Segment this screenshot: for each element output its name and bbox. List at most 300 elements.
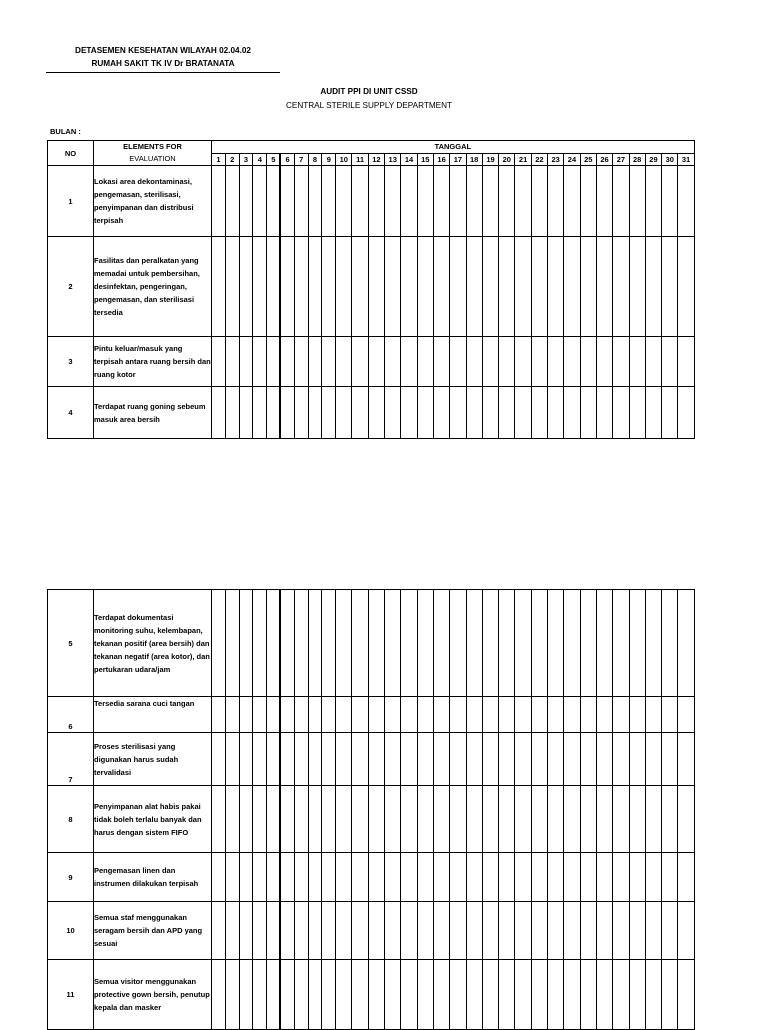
day-check-cell[interactable] [548,237,564,337]
day-check-cell[interactable] [239,902,253,960]
day-check-cell[interactable] [239,387,253,439]
day-check-cell[interactable] [678,786,694,853]
day-check-cell[interactable] [433,166,449,237]
day-check-cell[interactable] [678,387,694,439]
day-check-cell[interactable] [267,733,281,786]
day-check-cell[interactable] [466,697,482,733]
day-check-cell[interactable] [267,902,281,960]
day-check-cell[interactable] [239,590,253,697]
day-check-cell[interactable] [212,960,226,1030]
day-check-cell[interactable] [401,902,417,960]
day-check-cell[interactable] [322,960,336,1030]
day-check-cell[interactable] [466,590,482,697]
day-check-cell[interactable] [294,387,308,439]
day-check-cell[interactable] [433,337,449,387]
day-check-cell[interactable] [613,337,629,387]
day-check-cell[interactable] [678,960,694,1030]
day-check-cell[interactable] [368,697,384,733]
day-check-cell[interactable] [645,237,661,337]
day-check-cell[interactable] [499,786,515,853]
day-check-cell[interactable] [368,786,384,853]
day-check-cell[interactable] [548,960,564,1030]
day-check-cell[interactable] [450,166,466,237]
day-check-cell[interactable] [417,853,433,902]
day-check-cell[interactable] [308,337,322,387]
day-check-cell[interactable] [596,337,612,387]
day-check-cell[interactable] [662,237,678,337]
day-check-cell[interactable] [368,733,384,786]
day-check-cell[interactable] [401,237,417,337]
day-check-cell[interactable] [417,697,433,733]
day-check-cell[interactable] [499,387,515,439]
day-check-cell[interactable] [662,960,678,1030]
day-check-cell[interactable] [548,733,564,786]
day-check-cell[interactable] [433,853,449,902]
day-check-cell[interactable] [417,590,433,697]
day-check-cell[interactable] [613,697,629,733]
day-check-cell[interactable] [352,902,368,960]
day-check-cell[interactable] [548,786,564,853]
day-check-cell[interactable] [267,237,281,337]
day-check-cell[interactable] [368,853,384,902]
day-check-cell[interactable] [294,166,308,237]
day-check-cell[interactable] [225,786,239,853]
day-check-cell[interactable] [385,237,401,337]
day-check-cell[interactable] [385,337,401,387]
day-check-cell[interactable] [225,337,239,387]
day-check-cell[interactable] [466,733,482,786]
day-check-cell[interactable] [548,902,564,960]
day-check-cell[interactable] [645,166,661,237]
day-check-cell[interactable] [322,902,336,960]
day-check-cell[interactable] [466,166,482,237]
day-check-cell[interactable] [515,387,531,439]
day-check-cell[interactable] [678,853,694,902]
day-check-cell[interactable] [352,387,368,439]
day-check-cell[interactable] [450,960,466,1030]
day-check-cell[interactable] [596,733,612,786]
day-check-cell[interactable] [662,697,678,733]
day-check-cell[interactable] [564,960,580,1030]
day-check-cell[interactable] [294,960,308,1030]
day-check-cell[interactable] [322,697,336,733]
day-check-cell[interactable] [596,590,612,697]
day-check-cell[interactable] [564,387,580,439]
day-check-cell[interactable] [433,902,449,960]
day-check-cell[interactable] [645,387,661,439]
day-check-cell[interactable] [308,237,322,337]
day-check-cell[interactable] [629,733,645,786]
day-check-cell[interactable] [466,387,482,439]
day-check-cell[interactable] [433,960,449,1030]
day-check-cell[interactable] [401,387,417,439]
day-check-cell[interactable] [308,387,322,439]
day-check-cell[interactable] [267,960,281,1030]
day-check-cell[interactable] [531,590,547,697]
day-check-cell[interactable] [678,733,694,786]
day-check-cell[interactable] [322,337,336,387]
day-check-cell[interactable] [401,166,417,237]
day-check-cell[interactable] [417,786,433,853]
day-check-cell[interactable] [280,590,294,697]
day-check-cell[interactable] [336,590,352,697]
day-check-cell[interactable] [385,590,401,697]
day-check-cell[interactable] [515,337,531,387]
day-check-cell[interactable] [515,697,531,733]
day-check-cell[interactable] [564,697,580,733]
day-check-cell[interactable] [613,590,629,697]
day-check-cell[interactable] [531,733,547,786]
day-check-cell[interactable] [385,902,401,960]
day-check-cell[interactable] [308,786,322,853]
day-check-cell[interactable] [515,853,531,902]
day-check-cell[interactable] [225,697,239,733]
day-check-cell[interactable] [253,902,267,960]
day-check-cell[interactable] [239,960,253,1030]
day-check-cell[interactable] [225,166,239,237]
day-check-cell[interactable] [662,590,678,697]
day-check-cell[interactable] [336,166,352,237]
day-check-cell[interactable] [564,733,580,786]
day-check-cell[interactable] [368,237,384,337]
day-check-cell[interactable] [308,733,322,786]
day-check-cell[interactable] [482,337,498,387]
day-check-cell[interactable] [253,733,267,786]
day-check-cell[interactable] [336,237,352,337]
day-check-cell[interactable] [531,853,547,902]
day-check-cell[interactable] [645,960,661,1030]
day-check-cell[interactable] [450,337,466,387]
day-check-cell[interactable] [580,237,596,337]
day-check-cell[interactable] [401,733,417,786]
day-check-cell[interactable] [401,786,417,853]
day-check-cell[interactable] [239,733,253,786]
day-check-cell[interactable] [678,697,694,733]
day-check-cell[interactable] [531,786,547,853]
day-check-cell[interactable] [308,697,322,733]
day-check-cell[interactable] [385,853,401,902]
day-check-cell[interactable] [336,733,352,786]
day-check-cell[interactable] [515,166,531,237]
day-check-cell[interactable] [417,733,433,786]
day-check-cell[interactable] [645,337,661,387]
day-check-cell[interactable] [613,733,629,786]
day-check-cell[interactable] [212,337,226,387]
day-check-cell[interactable] [629,166,645,237]
day-check-cell[interactable] [267,786,281,853]
day-check-cell[interactable] [499,237,515,337]
day-check-cell[interactable] [368,590,384,697]
day-check-cell[interactable] [294,786,308,853]
day-check-cell[interactable] [267,853,281,902]
day-check-cell[interactable] [280,237,294,337]
day-check-cell[interactable] [629,237,645,337]
day-check-cell[interactable] [385,697,401,733]
day-check-cell[interactable] [482,237,498,337]
day-check-cell[interactable] [322,733,336,786]
day-check-cell[interactable] [433,733,449,786]
day-check-cell[interactable] [450,733,466,786]
day-check-cell[interactable] [417,387,433,439]
day-check-cell[interactable] [450,853,466,902]
day-check-cell[interactable] [294,902,308,960]
day-check-cell[interactable] [253,853,267,902]
day-check-cell[interactable] [531,337,547,387]
day-check-cell[interactable] [662,166,678,237]
day-check-cell[interactable] [280,166,294,237]
day-check-cell[interactable] [267,387,281,439]
day-check-cell[interactable] [294,337,308,387]
day-check-cell[interactable] [308,590,322,697]
day-check-cell[interactable] [645,697,661,733]
day-check-cell[interactable] [450,786,466,853]
day-check-cell[interactable] [499,960,515,1030]
day-check-cell[interactable] [385,387,401,439]
day-check-cell[interactable] [499,902,515,960]
day-check-cell[interactable] [308,902,322,960]
day-check-cell[interactable] [629,590,645,697]
day-check-cell[interactable] [499,590,515,697]
day-check-cell[interactable] [515,733,531,786]
day-check-cell[interactable] [596,166,612,237]
day-check-cell[interactable] [482,786,498,853]
day-check-cell[interactable] [596,960,612,1030]
day-check-cell[interactable] [482,960,498,1030]
day-check-cell[interactable] [294,733,308,786]
day-check-cell[interactable] [564,786,580,853]
day-check-cell[interactable] [482,166,498,237]
day-check-cell[interactable] [499,853,515,902]
day-check-cell[interactable] [466,853,482,902]
day-check-cell[interactable] [466,337,482,387]
day-check-cell[interactable] [253,960,267,1030]
day-check-cell[interactable] [322,853,336,902]
day-check-cell[interactable] [580,590,596,697]
day-check-cell[interactable] [368,166,384,237]
day-check-cell[interactable] [280,786,294,853]
day-check-cell[interactable] [280,387,294,439]
day-check-cell[interactable] [280,960,294,1030]
day-check-cell[interactable] [253,237,267,337]
day-check-cell[interactable] [308,853,322,902]
day-check-cell[interactable] [564,902,580,960]
day-check-cell[interactable] [212,237,226,337]
day-check-cell[interactable] [322,786,336,853]
day-check-cell[interactable] [580,902,596,960]
day-check-cell[interactable] [580,960,596,1030]
day-check-cell[interactable] [433,590,449,697]
day-check-cell[interactable] [225,733,239,786]
day-check-cell[interactable] [450,590,466,697]
day-check-cell[interactable] [482,853,498,902]
day-check-cell[interactable] [531,237,547,337]
day-check-cell[interactable] [580,853,596,902]
day-check-cell[interactable] [645,590,661,697]
day-check-cell[interactable] [515,237,531,337]
day-check-cell[interactable] [596,902,612,960]
day-check-cell[interactable] [531,697,547,733]
day-check-cell[interactable] [580,337,596,387]
day-check-cell[interactable] [352,237,368,337]
day-check-cell[interactable] [645,853,661,902]
day-check-cell[interactable] [596,786,612,853]
day-check-cell[interactable] [417,237,433,337]
day-check-cell[interactable] [499,166,515,237]
day-check-cell[interactable] [322,590,336,697]
day-check-cell[interactable] [596,697,612,733]
day-check-cell[interactable] [239,166,253,237]
day-check-cell[interactable] [267,337,281,387]
day-check-cell[interactable] [401,337,417,387]
day-check-cell[interactable] [401,960,417,1030]
day-check-cell[interactable] [531,166,547,237]
day-check-cell[interactable] [267,697,281,733]
day-check-cell[interactable] [499,337,515,387]
day-check-cell[interactable] [385,786,401,853]
day-check-cell[interactable] [531,387,547,439]
day-check-cell[interactable] [322,237,336,337]
day-check-cell[interactable] [580,387,596,439]
day-check-cell[interactable] [417,166,433,237]
day-check-cell[interactable] [308,166,322,237]
day-check-cell[interactable] [450,902,466,960]
day-check-cell[interactable] [212,902,226,960]
day-check-cell[interactable] [548,166,564,237]
day-check-cell[interactable] [629,960,645,1030]
day-check-cell[interactable] [267,166,281,237]
day-check-cell[interactable] [515,590,531,697]
day-check-cell[interactable] [515,960,531,1030]
day-check-cell[interactable] [294,697,308,733]
day-check-cell[interactable] [336,853,352,902]
day-check-cell[interactable] [499,697,515,733]
day-check-cell[interactable] [482,902,498,960]
day-check-cell[interactable] [322,166,336,237]
day-check-cell[interactable] [294,853,308,902]
day-check-cell[interactable] [629,786,645,853]
day-check-cell[interactable] [267,590,281,697]
day-check-cell[interactable] [596,387,612,439]
day-check-cell[interactable] [212,590,226,697]
day-check-cell[interactable] [645,786,661,853]
day-check-cell[interactable] [385,960,401,1030]
day-check-cell[interactable] [662,786,678,853]
day-check-cell[interactable] [629,387,645,439]
day-check-cell[interactable] [225,960,239,1030]
day-check-cell[interactable] [294,590,308,697]
day-check-cell[interactable] [417,960,433,1030]
day-check-cell[interactable] [662,733,678,786]
day-check-cell[interactable] [645,733,661,786]
day-check-cell[interactable] [212,697,226,733]
day-check-cell[interactable] [352,166,368,237]
day-check-cell[interactable] [352,697,368,733]
day-check-cell[interactable] [548,697,564,733]
day-check-cell[interactable] [482,387,498,439]
day-check-cell[interactable] [548,337,564,387]
day-check-cell[interactable] [580,697,596,733]
day-check-cell[interactable] [629,697,645,733]
day-check-cell[interactable] [336,960,352,1030]
day-check-cell[interactable] [482,590,498,697]
day-check-cell[interactable] [482,697,498,733]
day-check-cell[interactable] [352,960,368,1030]
day-check-cell[interactable] [253,387,267,439]
day-check-cell[interactable] [417,902,433,960]
day-check-cell[interactable] [280,337,294,387]
day-check-cell[interactable] [225,590,239,697]
day-check-cell[interactable] [548,590,564,697]
day-check-cell[interactable] [417,337,433,387]
day-check-cell[interactable] [225,902,239,960]
day-check-cell[interactable] [433,237,449,337]
day-check-cell[interactable] [401,590,417,697]
day-check-cell[interactable] [499,733,515,786]
day-check-cell[interactable] [678,237,694,337]
day-check-cell[interactable] [613,786,629,853]
day-check-cell[interactable] [368,387,384,439]
day-check-cell[interactable] [385,733,401,786]
day-check-cell[interactable] [294,237,308,337]
day-check-cell[interactable] [678,902,694,960]
day-check-cell[interactable] [385,166,401,237]
day-check-cell[interactable] [239,237,253,337]
day-check-cell[interactable] [466,902,482,960]
day-check-cell[interactable] [239,853,253,902]
day-check-cell[interactable] [225,237,239,337]
day-check-cell[interactable] [645,902,661,960]
day-check-cell[interactable] [450,387,466,439]
day-check-cell[interactable] [212,387,226,439]
day-check-cell[interactable] [515,786,531,853]
day-check-cell[interactable] [352,786,368,853]
day-check-cell[interactable] [322,387,336,439]
day-check-cell[interactable] [531,902,547,960]
day-check-cell[interactable] [225,853,239,902]
day-check-cell[interactable] [678,166,694,237]
day-check-cell[interactable] [629,337,645,387]
day-check-cell[interactable] [433,786,449,853]
day-check-cell[interactable] [352,590,368,697]
day-check-cell[interactable] [239,337,253,387]
day-check-cell[interactable] [336,902,352,960]
day-check-cell[interactable] [596,853,612,902]
day-check-cell[interactable] [280,733,294,786]
day-check-cell[interactable] [613,902,629,960]
day-check-cell[interactable] [308,960,322,1030]
day-check-cell[interactable] [280,697,294,733]
day-check-cell[interactable] [613,853,629,902]
day-check-cell[interactable] [564,590,580,697]
day-check-cell[interactable] [368,960,384,1030]
day-check-cell[interactable] [280,853,294,902]
day-check-cell[interactable] [352,733,368,786]
day-check-cell[interactable] [336,387,352,439]
day-check-cell[interactable] [662,387,678,439]
day-check-cell[interactable] [466,237,482,337]
day-check-cell[interactable] [580,733,596,786]
day-check-cell[interactable] [613,237,629,337]
day-check-cell[interactable] [352,853,368,902]
day-check-cell[interactable] [629,853,645,902]
day-check-cell[interactable] [564,166,580,237]
day-check-cell[interactable] [368,902,384,960]
day-check-cell[interactable] [368,337,384,387]
day-check-cell[interactable] [336,697,352,733]
day-check-cell[interactable] [225,387,239,439]
day-check-cell[interactable] [253,590,267,697]
day-check-cell[interactable] [466,786,482,853]
